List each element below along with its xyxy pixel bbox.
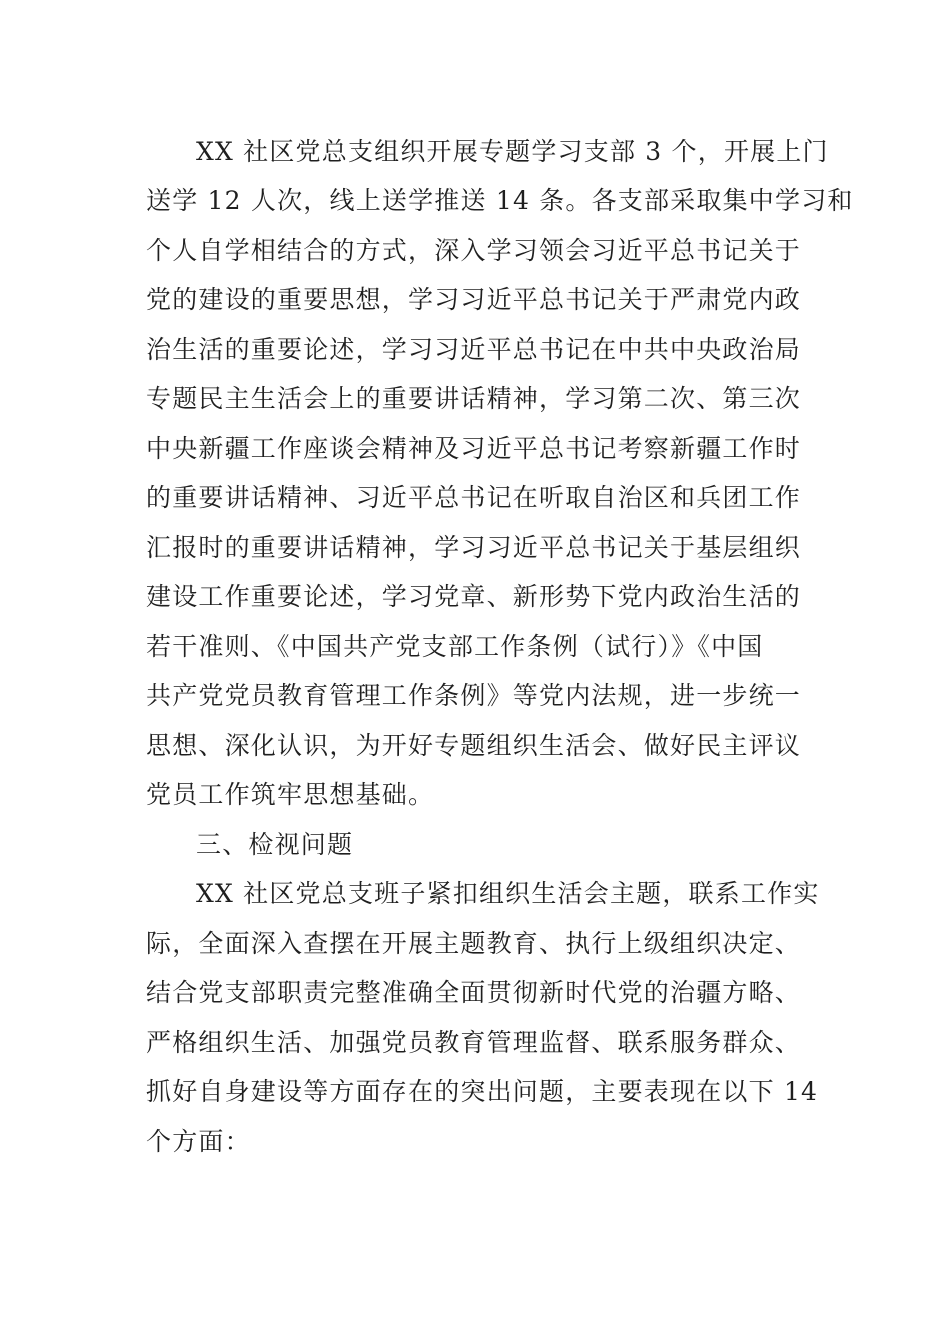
- text-line: 严格组织生活、加强党员教育管理监督、联系服务群众、: [146, 1028, 802, 1057]
- text-line: 共产党党员教育管理工作条例》等党内法规，进一步统一: [146, 681, 802, 710]
- text-line: 抓好自身建设等方面存在的突出问题，主要表现在以下 14: [146, 1077, 819, 1106]
- text-line: 中央新疆工作座谈会精神及习近平总书记考察新疆工作时: [146, 434, 802, 463]
- text-line: XX 社区党总支组织开展专题学习支部 3 个，开展上门: [196, 137, 829, 166]
- text-line: 治生活的重要论述，学习习近平总书记在中共中央政治局: [146, 335, 802, 364]
- text-line: 党员工作筑牢思想基础。: [146, 780, 435, 809]
- text-line: 建设工作重要论述，学习党章、新形势下党内政治生活的: [146, 582, 802, 611]
- text-line: 若干准则、《中国共产党支部工作条例（试行）》《中国: [146, 632, 764, 661]
- text-line: 际，全面深入查摆在开展主题教育、执行上级组织决定、: [146, 929, 802, 958]
- text-line: 的重要讲话精神、习近平总书记在听取自治区和兵团工作: [146, 483, 802, 512]
- text-line: 汇报时的重要讲话精神，学习习近平总书记关于基层组织: [146, 533, 802, 562]
- text-line: 党的建设的重要思想，学习习近平总书记关于严肃党内政: [146, 285, 802, 314]
- text-line: 专题民主生活会上的重要讲话精神，学习第二次、第三次: [146, 384, 802, 413]
- text-line: 个人自学相结合的方式，深入学习领会习近平总书记关于: [146, 236, 802, 265]
- text-line: XX 社区党总支班子紧扣组织生活会主题，联系工作实: [196, 879, 820, 908]
- text-line: 个方面：: [146, 1127, 251, 1156]
- text-line: 结合党支部职责完整准确全面贯彻新时代党的治疆方略、: [146, 978, 802, 1007]
- text-line: 思想、深化认识，为开好专题组织生活会、做好民主评议: [146, 731, 802, 760]
- section-heading: 三、检视问题: [196, 830, 354, 859]
- text-line: 送学 12 人次，线上送学推送 14 条。各支部采取集中学习和: [146, 186, 854, 215]
